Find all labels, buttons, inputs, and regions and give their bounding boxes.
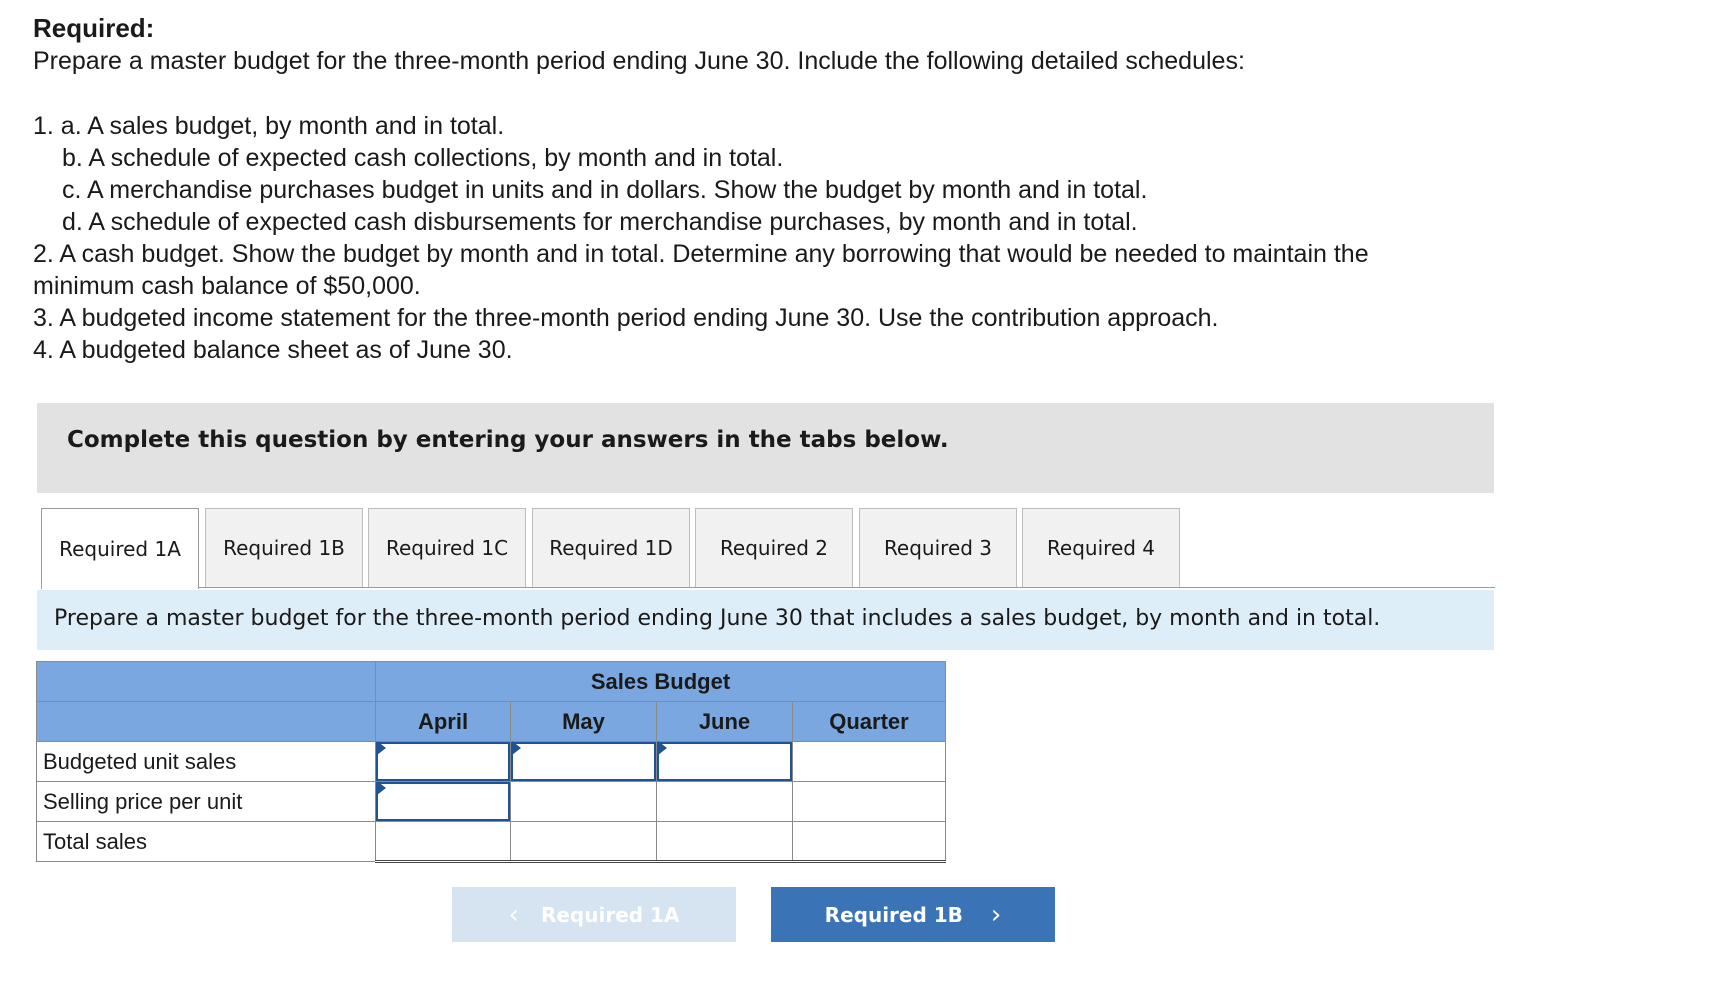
- item-2-continued: minimum cash balance of $50,000.: [33, 272, 421, 300]
- tab-required-1b[interactable]: Required 1B: [205, 508, 363, 587]
- table-title: Sales Budget: [376, 662, 946, 702]
- chevron-left-icon: ‹: [508, 899, 519, 930]
- unit-sales-may-input[interactable]: [511, 742, 656, 781]
- column-header-june: June: [657, 702, 793, 742]
- cell-unit-sales-june: [657, 742, 793, 782]
- input-marker-icon: [377, 741, 386, 755]
- tab-required-1c[interactable]: Required 1C: [368, 508, 526, 587]
- item-1d: d. A schedule of expected cash disbursements for merchandise purchases, by month and in total.: [62, 208, 1138, 236]
- cell-unit-sales-quarter: [793, 742, 946, 782]
- cell-price-may: [511, 782, 657, 822]
- item-3: 3. A budgeted income statement for the three-month period ending June 30. Use the contribution approach.: [33, 304, 1219, 332]
- cell-price-april: [376, 782, 511, 822]
- table-row: [37, 822, 946, 862]
- cell-total-quarter: [793, 822, 946, 862]
- price-april-input[interactable]: [376, 782, 510, 821]
- tab-bar: [41, 508, 1495, 588]
- column-header-blank: [37, 702, 376, 742]
- tab-required-4[interactable]: Required 4: [1022, 508, 1180, 587]
- cell-total-june: [657, 822, 793, 862]
- cell-unit-sales-may: [511, 742, 657, 782]
- unit-sales-april-input[interactable]: [376, 742, 510, 781]
- table-row: [37, 782, 946, 822]
- column-header-quarter: Quarter: [793, 702, 946, 742]
- tab-required-2[interactable]: Required 2: [695, 508, 853, 587]
- item-2: 2. A cash budget. Show the budget by month and in total. Determine any borrowing that would be needed to maintain the: [33, 240, 1369, 268]
- unit-sales-june-input[interactable]: [657, 742, 792, 781]
- cell-total-may: [511, 822, 657, 862]
- cell-price-june: [657, 782, 793, 822]
- tab-required-3[interactable]: Required 3: [859, 508, 1017, 587]
- cell-total-april: [376, 822, 511, 862]
- input-marker-icon: [377, 781, 386, 795]
- row-label-total-sales: Total sales: [37, 822, 376, 862]
- chevron-right-icon: ›: [990, 899, 1002, 930]
- table-header-blank: [37, 662, 376, 702]
- cell-price-quarter: [793, 782, 946, 822]
- tab-required-1a[interactable]: Required 1A: [41, 508, 199, 589]
- item-1a: 1. a. A sales budget, by month and in total.: [33, 112, 505, 140]
- prev-button[interactable]: [452, 887, 736, 942]
- input-marker-icon: [512, 741, 521, 755]
- column-header-may: May: [511, 702, 657, 742]
- item-4: 4. A budgeted balance sheet as of June 30.: [33, 336, 513, 364]
- required-heading: Required:: [33, 13, 155, 43]
- tab-required-1d[interactable]: Required 1D: [532, 508, 690, 587]
- sales-budget-table: [36, 661, 946, 863]
- instruction-panel: [37, 590, 1494, 650]
- column-header-april: April: [376, 702, 511, 742]
- table-row: [37, 742, 946, 782]
- item-1b: b. A schedule of expected cash collections, by month and in total.: [62, 144, 784, 172]
- instructions-banner: [37, 403, 1494, 493]
- item-1c: c. A merchandise purchases budget in units and in dollars. Show the budget by month and in total.: [62, 176, 1148, 204]
- next-button-label: Required 1B: [824, 902, 963, 927]
- banner-text: Complete this question by entering your answers in the tabs below.: [67, 427, 949, 453]
- row-label-selling-price: Selling price per unit: [37, 782, 376, 822]
- cell-unit-sales-april: [376, 742, 511, 782]
- tab-divider: [41, 587, 1495, 588]
- prev-button-label: Required 1A: [540, 902, 680, 927]
- intro-line: Prepare a master budget for the three-month period ending June 30. Include the following detailed schedules:: [33, 47, 1245, 75]
- next-button[interactable]: [771, 887, 1055, 942]
- row-label-budgeted-unit-sales: Budgeted unit sales: [37, 742, 376, 782]
- instruction-text: Prepare a master budget for the three-month period ending June 30 that includes a sales budget, by month and in total.: [54, 606, 1381, 631]
- input-marker-icon: [658, 741, 667, 755]
